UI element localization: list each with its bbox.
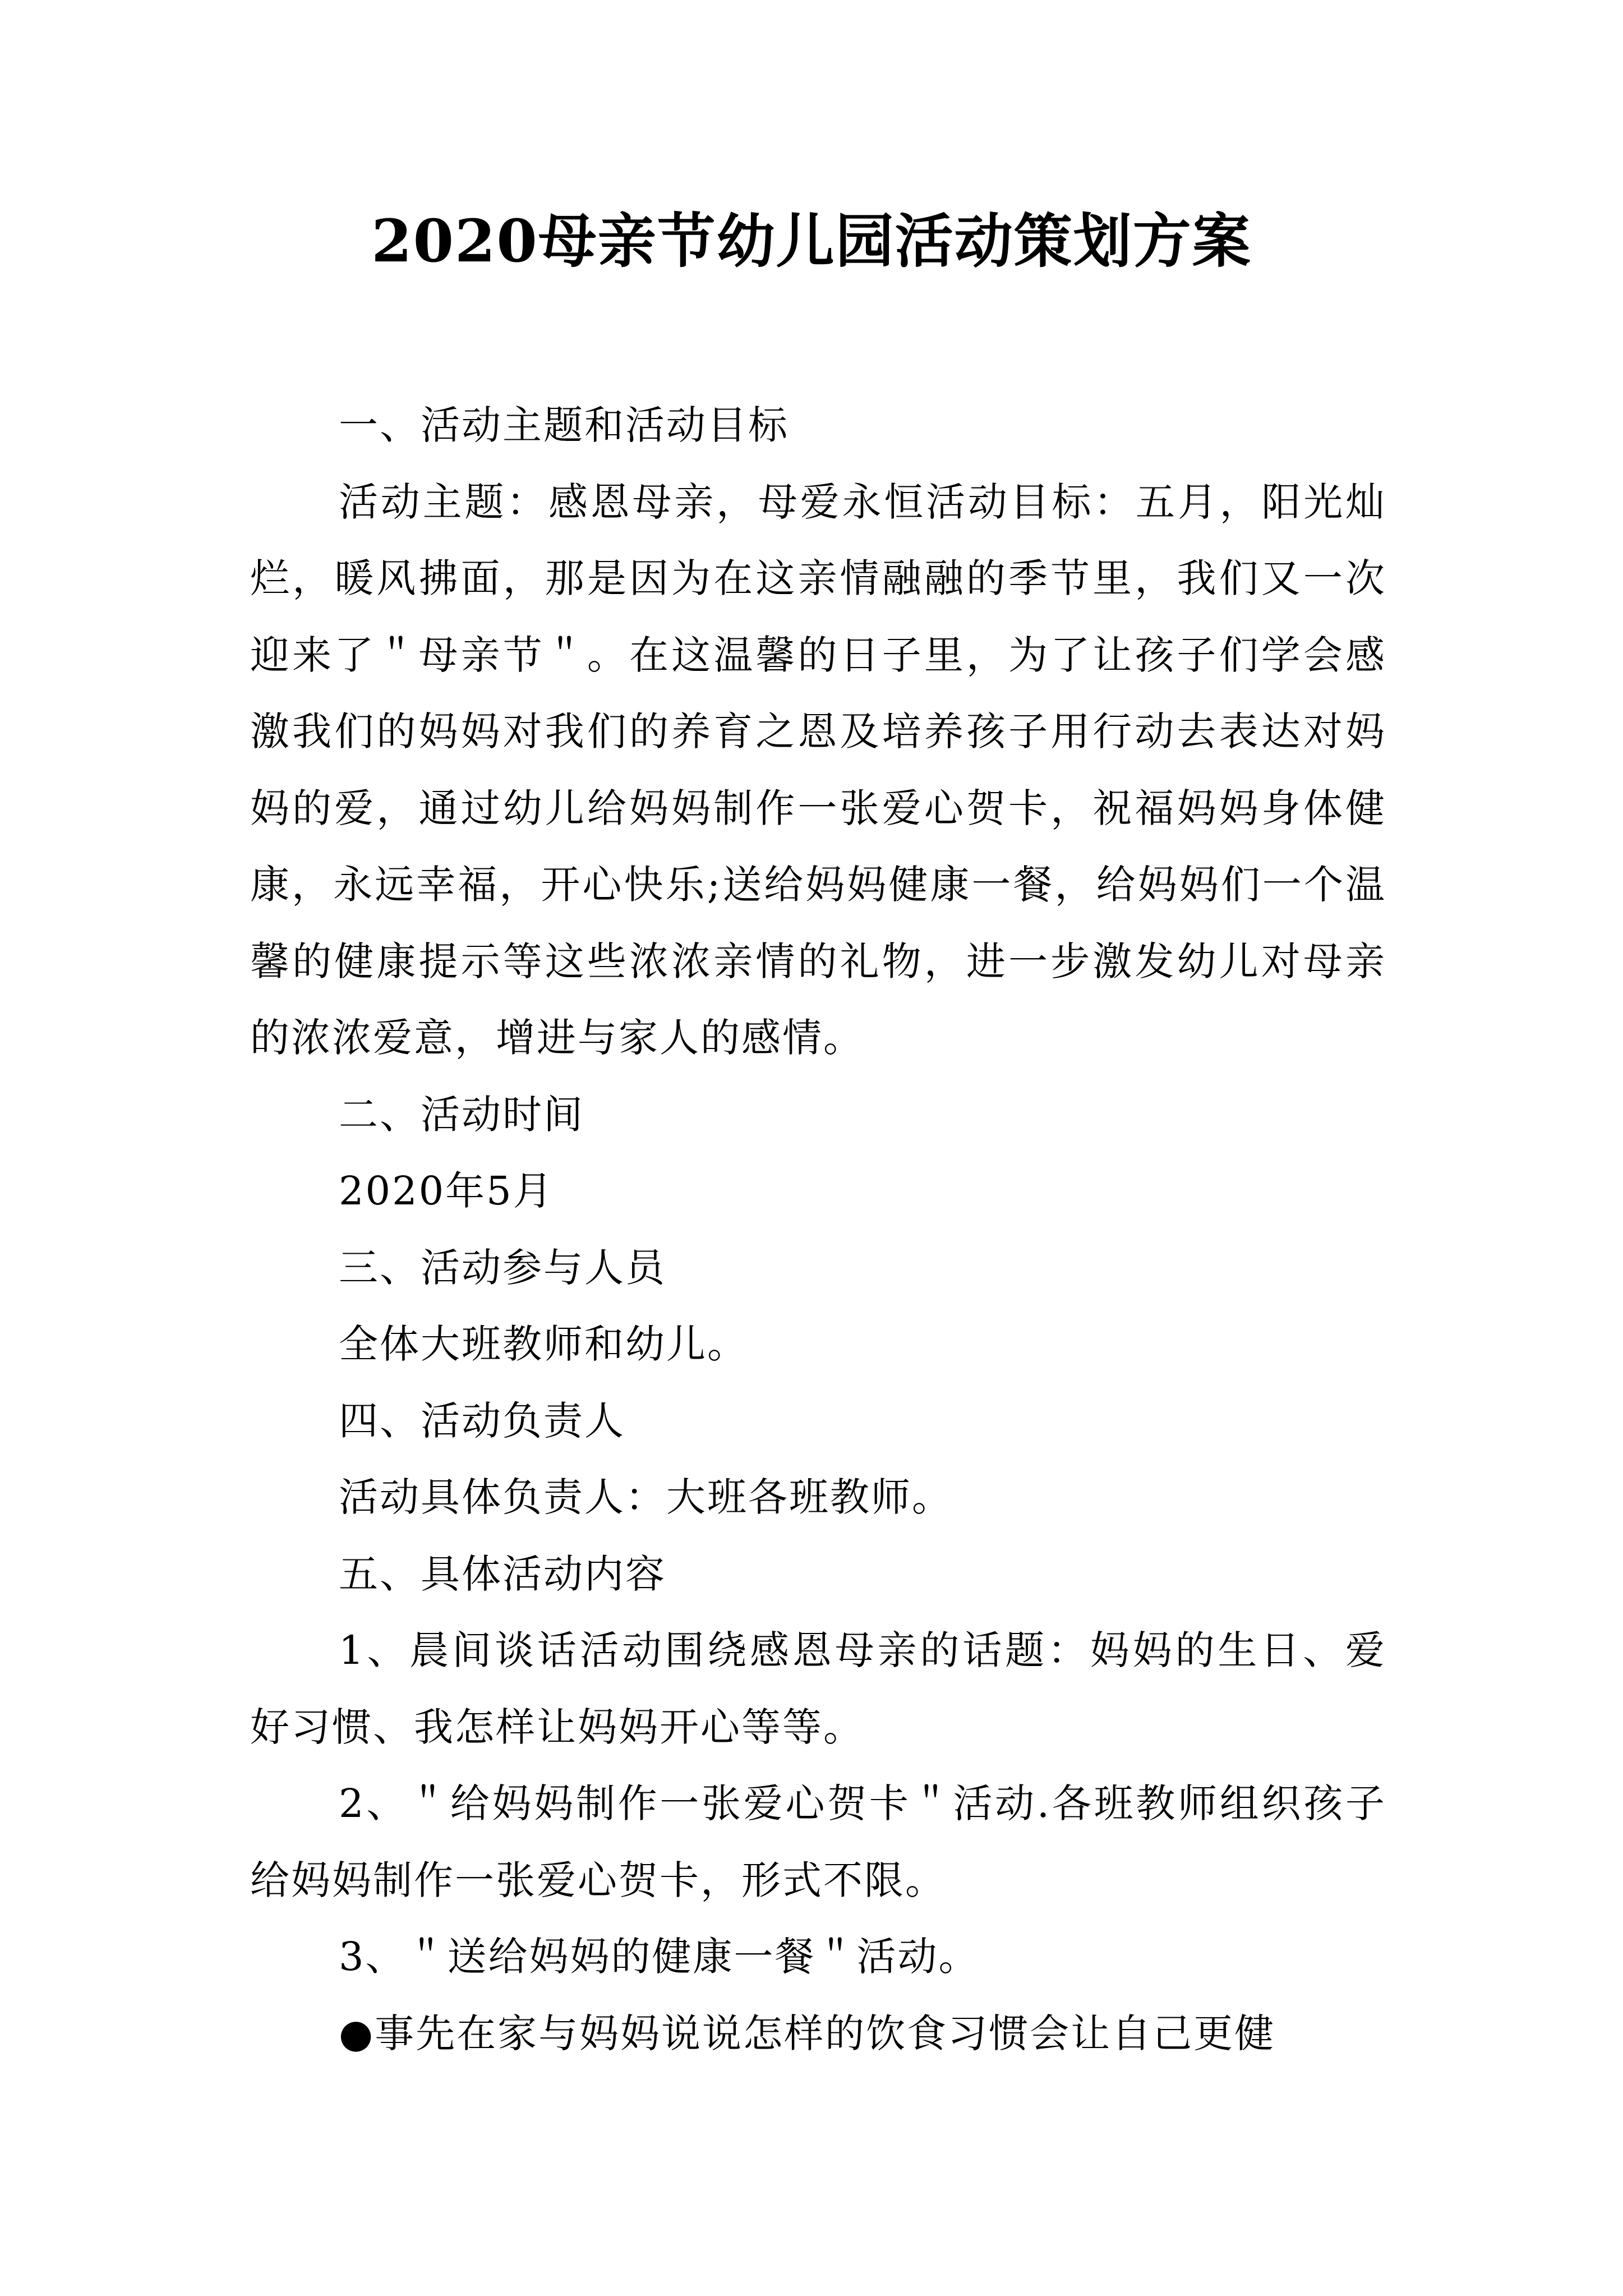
paragraph-person-in-charge: 活动具体负责人：大班各班教师。 [339,1474,953,1520]
bullet-item: ●事先在家与妈妈说说怎样的饮食习惯会让自己更健 [339,2010,1276,2056]
heading-activity-time: 二、活动时间 [339,1091,584,1138]
heading-theme-goals: 一、活动主题和活动目标 [339,402,789,448]
paragraph-participants: 全体大班教师和幼儿。 [339,1321,748,1367]
paragraph-activity-time: 2020年5月 [339,1168,554,1214]
heading-activity-content: 五、具体活动内容 [339,1550,666,1597]
document-body [250,387,1386,2072]
paragraph-theme-goals: 活动主题：感恩母亲，母爱永恒活动目标：五月，阳光灿烂，暖风拂面，那是因为在这亲情融融的季节里，我们又一次迎来了＂母亲节＂。在这温馨的日子里，为了让孩子们学会感激我们的妈妈对我们的养育之恩及培养孩子用行动去表达对妈妈的爱，通过幼儿给妈妈制作一张爱心贺卡，祝福妈妈身体健康，永远幸福，开心快乐;送给妈妈健康一餐，给妈妈们一个温馨的健康提示等这些浓浓亲情的礼物，进一步激发幼儿对母亲的浓浓爱意，增进与家人的感情。 [250,478,1386,1061]
heading-person-in-charge: 四、活动负责人 [339,1397,625,1444]
list-item-3: 3、＂送给妈妈的健康一餐＂活动。 [339,1934,980,1980]
list-item-1: 1、晨间谈话活动围绕感恩母亲的话题：妈妈的生日、爱好习惯、我怎样让妈妈开心等等。 [250,1627,1386,1750]
list-item-2: 2、＂给妈妈制作一张爱心贺卡＂活动.各班教师组织孩子给妈妈制作一张爱心贺卡，形式不限。 [250,1780,1386,1903]
heading-participants: 三、活动参与人员 [339,1244,666,1291]
document-title: 2020母亲节幼儿园活动策划方案 [371,206,1252,275]
